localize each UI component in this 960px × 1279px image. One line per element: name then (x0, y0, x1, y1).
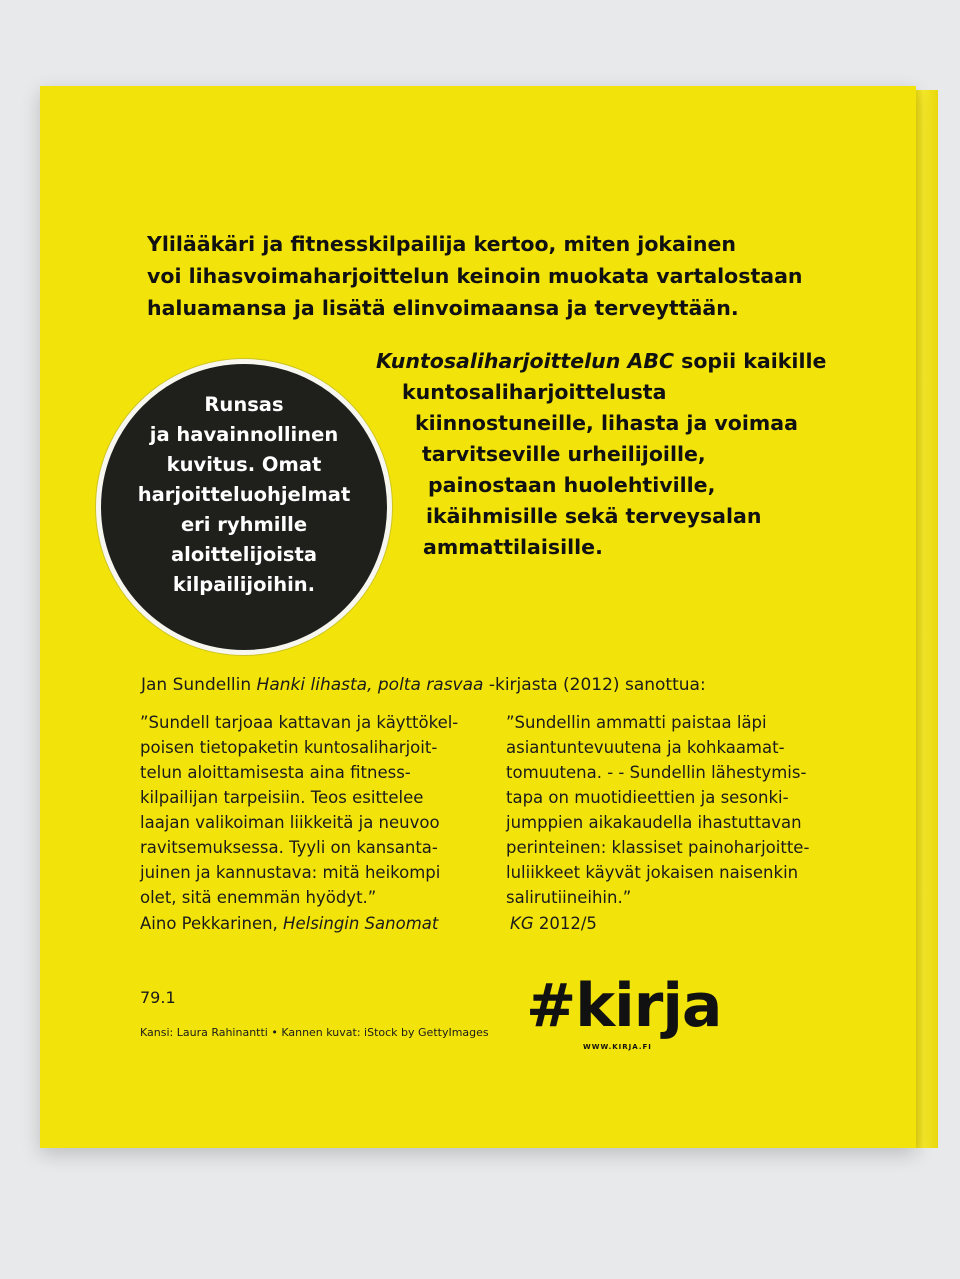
review-publication: KG (510, 914, 534, 933)
audience-line: tarvitseville urheilijoille, (422, 442, 706, 466)
review-line: salirutiineihin.” (506, 888, 632, 907)
cover-credits: Kansi: Laura Rahinantti • Kannen kuvat: iStock by GettyImages (140, 1026, 489, 1039)
review-line: juinen ja kannustava: mitä heikompi (140, 863, 441, 882)
review-line: laajan valikoiman liikkeitä ja neuvoo (140, 813, 440, 832)
review-line: tapa on muotidieettien ja sesonki- (506, 788, 789, 807)
publisher-logo: #kirja (526, 971, 722, 1041)
previous-book-title: Hanki lihasta, polta rasvaa (256, 675, 484, 695)
review-right-attribution (510, 914, 597, 933)
review-issue: 2012/5 (533, 914, 597, 933)
review-line: olet, sitä enemmän hyödyt.” (140, 888, 377, 907)
intro-line: Ylilääkäri ja fitnesskilpailija kertoo, miten jokainen (147, 232, 737, 256)
reviewer-name: Aino Pekkarinen, (140, 914, 284, 933)
review-publication: Helsingin Sanomat (283, 914, 439, 933)
badge-line: Runsas (204, 393, 284, 416)
review-left (140, 710, 458, 910)
badge-text (101, 390, 387, 600)
audience-line: ammattilaisille. (423, 535, 603, 559)
audience-line: painostaan huolehtiville, (428, 473, 716, 497)
feature-badge (96, 359, 392, 655)
review-line: asiantuntevuutena ja kohkaamat- (506, 738, 785, 757)
audience-line: kuntosaliharjoittelusta (402, 380, 667, 404)
badge-line: aloittelijoista (170, 543, 317, 566)
publisher-url: WWW.KIRJA.FI (583, 1043, 652, 1051)
intro-paragraph (147, 228, 867, 324)
review-line: kilpailijan tarpeisiin. Teos esittelee (140, 788, 424, 807)
badge-line: harjoitteluohjelmat (137, 483, 351, 506)
review-line: perinteinen: klassiset painoharjoitte- (506, 838, 810, 857)
price-code: 79.1 (140, 988, 176, 1007)
review-line: luliikkeet käyvät jokaisen naisenkin (506, 863, 799, 882)
badge-line: ja havainnollinen (149, 423, 339, 446)
badge-line: kilpailijoihin. (172, 573, 316, 596)
audience-line: ikäihmisille sekä terveysalan (426, 504, 762, 528)
audience-line: kiinnostuneille, lihasta ja voimaa (415, 411, 798, 435)
review-left-attribution (140, 914, 438, 933)
badge-line: kuvitus. Omat (166, 453, 322, 476)
review-line: poisen tietopaketin kuntosaliharjoit- (140, 738, 438, 757)
review-line: ”Sundellin ammatti paistaa läpi (506, 713, 767, 732)
audience-line-title (376, 349, 826, 373)
review-line: ravitsemuksessa. Tyyli on kansanta- (140, 838, 438, 857)
intro-line: haluamansa ja lisätä elinvoimaansa ja terveyttään. (147, 296, 739, 320)
reviews-heading-text: -kirjasta (2012) sanottua: (483, 675, 706, 695)
intro-line: voi lihasvoimaharjoittelun keinoin muokata vartalostaan (147, 264, 803, 288)
review-line: jumppien aikakaudella ihastuttavan (506, 813, 802, 832)
review-line: telun aloittamisesta aina fitness- (140, 763, 411, 782)
reviews-heading-text: Jan Sundellin (141, 675, 257, 695)
audience-title-rest: sopii kaikille (674, 349, 827, 373)
book-title: Kuntosaliharjoittelun ABC (376, 349, 674, 373)
review-line: ”Sundell tarjoaa kattavan ja käyttökel- (140, 713, 459, 732)
review-line: tomuutena. - - Sundellin lähestymis- (506, 763, 807, 782)
badge-line: eri ryhmille (180, 513, 308, 536)
reviews-heading (141, 675, 706, 695)
review-right (506, 710, 809, 910)
book-back-cover (40, 86, 916, 1148)
